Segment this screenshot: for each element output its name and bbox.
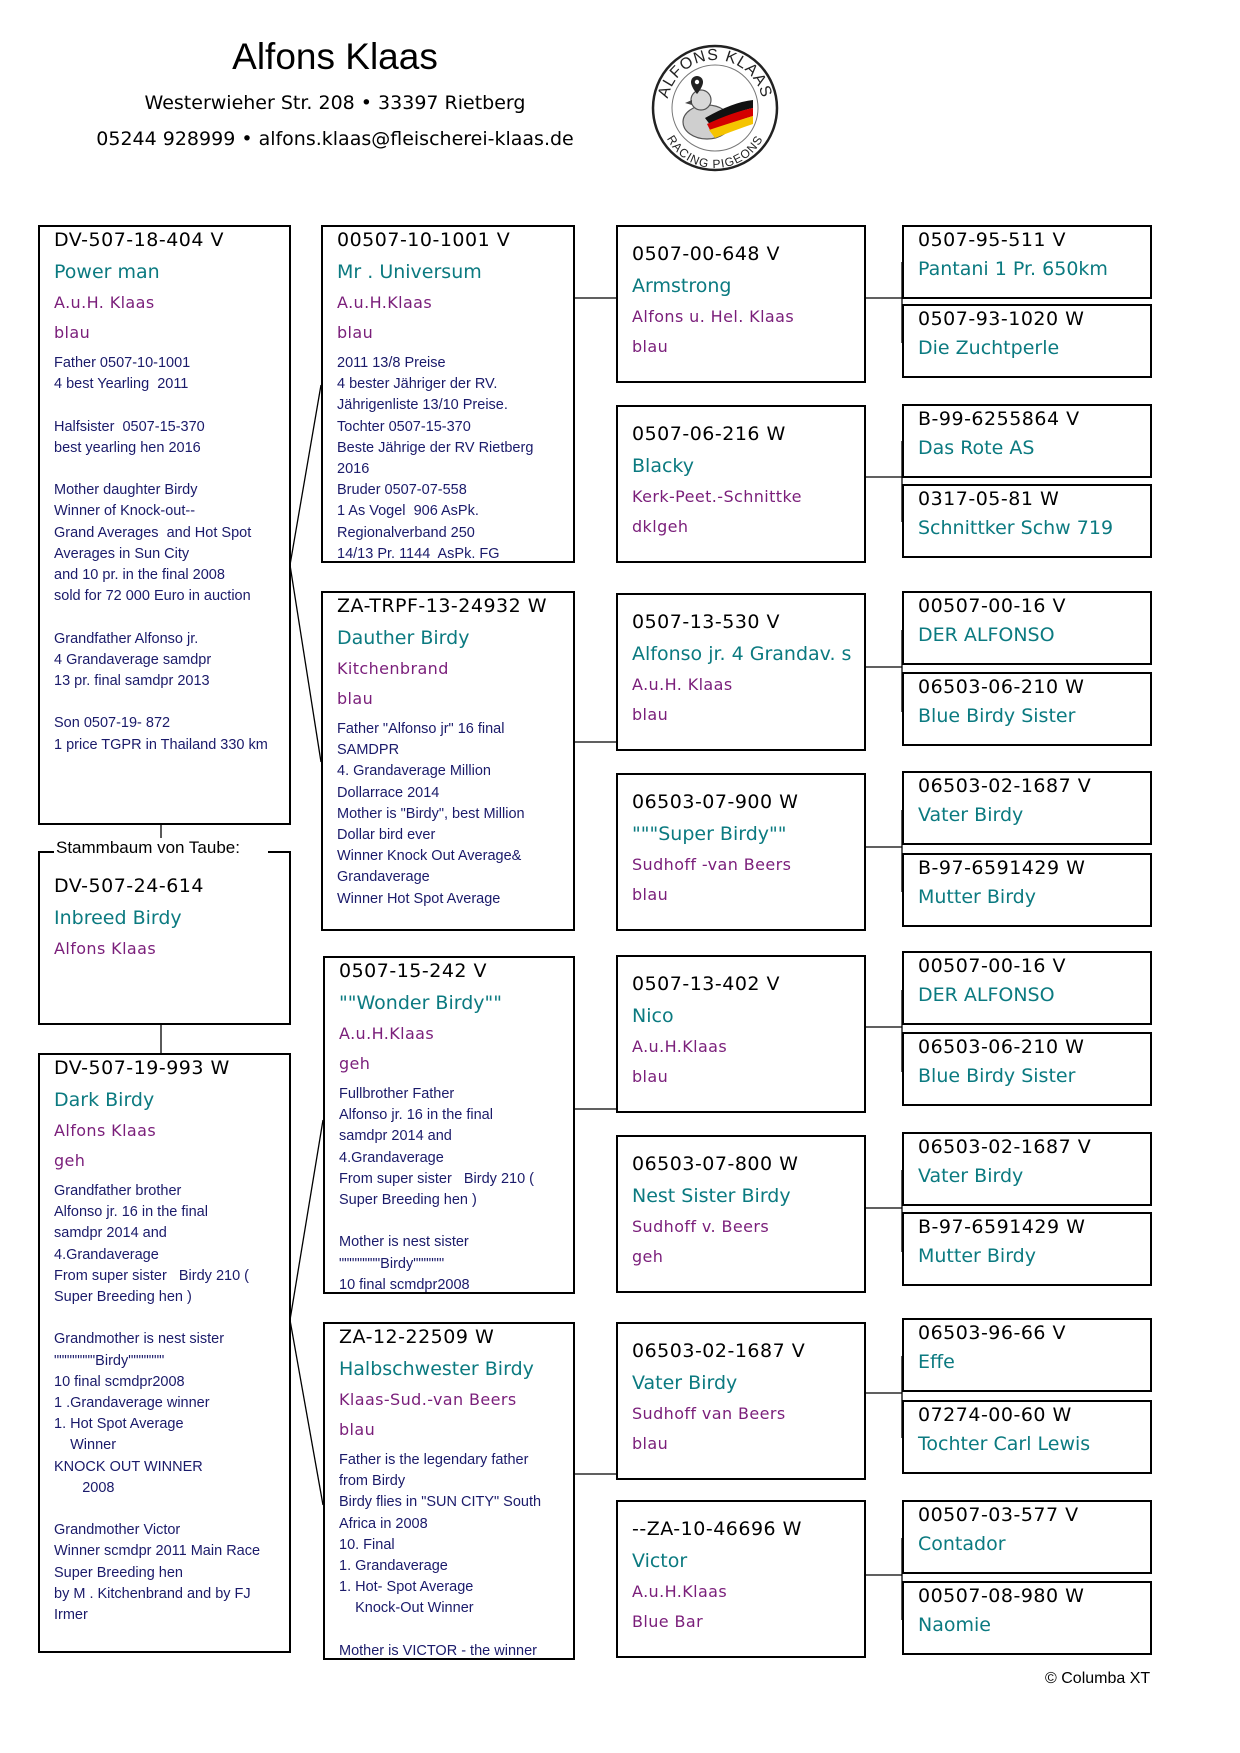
pigeon-name: Blacky [632, 455, 694, 477]
ring-number: 00507-00-16 V [918, 595, 1067, 617]
great-grandparent-card [616, 773, 866, 931]
father-card [38, 225, 291, 825]
ring-number: 00507-08-980 W [918, 1585, 1085, 1607]
great-grandparent-card [616, 1322, 866, 1480]
color: blau [337, 689, 374, 708]
pigeon-name: Mutter Birdy [918, 1245, 1036, 1267]
breeder: A.u.H.Klaas [337, 293, 433, 312]
ring-number: 0507-93-1020 W [918, 308, 1085, 330]
great-great-grandparent-card [902, 484, 1152, 558]
pigeon-name: DER ALFONSO [918, 624, 1055, 646]
color: blau [632, 337, 669, 356]
ring-number: 06503-06-210 W [918, 1036, 1085, 1058]
pigeon-name: Das Rote AS [918, 437, 1035, 459]
color: blau [54, 323, 91, 342]
breeder: Sudhoff van Beers [632, 1404, 786, 1423]
svg-text:RACING PIGEONS: RACING PIGEONS [664, 132, 766, 172]
notes: 2011 13/8 Preise 4 bester Jähriger der RV. Jährigenliste 13/10 Preise. Tochter 0507-15-370 Beste Jährige der RV Rietberg 2016 Bruder 0507-07-558 1 As Vogel 906 AsPk. Regionalverband 250 14/13 Pr. 1144 AsPk. FG [337, 355, 534, 562]
color: blau [632, 1067, 669, 1086]
ring-number: 06503-07-800 W [632, 1153, 799, 1175]
ring-number: B-97-6591429 W [918, 857, 1086, 879]
great-great-grandparent-card [902, 1032, 1152, 1106]
ring-number: ZA-12-22509 W [339, 1326, 495, 1348]
great-great-grandparent-card [902, 771, 1152, 845]
pigeon-name: Power man [54, 261, 160, 283]
pigeon-name: Pantani 1 Pr. 650km [918, 258, 1108, 280]
copyright: © Columba XT [1045, 1670, 1151, 1687]
color: blau [339, 1420, 376, 1439]
pigeon-name: Alfonso jr. 4 Grandav. s [632, 643, 852, 665]
breeder-address: Westerwieher Str. 208 • 33397 Rietberg [144, 92, 526, 114]
subject-card [38, 851, 291, 1025]
color: geh [339, 1054, 371, 1073]
color: blau [632, 705, 669, 724]
pigeon-name: Effe [918, 1351, 955, 1373]
great-grandparent-card [616, 1135, 866, 1293]
pedigree-title: Stammbaum von Taube: [54, 838, 268, 858]
ring-number: 0507-13-530 V [632, 611, 781, 633]
great-great-grandparent-card [902, 1500, 1152, 1574]
great-grandparent-card [616, 405, 866, 563]
great-grandparent-card [616, 1500, 866, 1658]
great-great-grandparent-card [902, 1400, 1152, 1474]
great-great-grandparent-card [902, 404, 1152, 478]
ring-number: 06503-02-1687 V [632, 1340, 806, 1362]
breeder: Alfons Klaas [54, 1121, 157, 1140]
breeder: A.u.H. Klaas [632, 675, 733, 694]
ring-number: 00507-10-1001 V [337, 229, 511, 251]
notes: Father is the legendary father from Birdy Birdy flies in "SUN CITY" South Africa in 2008 10. Final 1. Grandaverage 1. Hot- Spot Average Knock-Out Winner Mother is VICTOR - the winner [339, 1452, 542, 1659]
great-great-grandparent-card [902, 1132, 1152, 1206]
ring-number: 0507-00-648 V [632, 243, 781, 265]
breeder: Kitchenbrand [337, 659, 449, 678]
pigeon-name: Dark Birdy [54, 1089, 155, 1111]
grandparent-card [323, 956, 575, 1294]
breeder-name: Alfons Klaas [232, 36, 438, 77]
pigeon-name: Contador [918, 1533, 1006, 1555]
pigeon-name: Tochter Carl Lewis [918, 1433, 1091, 1455]
notes: Grandfather brother Alfonso jr. 16 in the final samdpr 2014 and 4.Grandaverage From super sister Birdy 210 ( Super Breeding hen ) Grandmother is nest sister """"""""Birdy""""""" 10 final scmdpr2008 1 .Grandaverage winner 1. Hot Spot Average Winner KNOCK OUT WINNER 2008 Grandmother Victor Winner scmdpr 2011 Main Race Super Breeding hen by M . Kitchenbrand and by FJ Irmer [54, 1183, 261, 1624]
notes: Father "Alfonso jr" 16 final SAMDPR 4. Grandaverage Million Dollarrace 2014 Mother is "Birdy", best Million Dollar bird ever Winner Knock Out Average& Grandaverage Winner Hot Spot Average [337, 721, 525, 907]
pigeon-name: Vater Birdy [918, 804, 1024, 826]
ring-number: 0317-05-81 W [918, 488, 1060, 510]
notes: Father 0507-10-1001 4 best Yearling 2011 Halfsister 0507-15-370 best yearling hen 2016 Mother daughter Birdy Winner of Knock-out-- Grand Averages and Hot Spot Averages in Sun City and 10 pr. in the final 2008 sold for 72 000 Euro in auction Grandfather Alfonso jr. 4 Grandaverage samdpr 13 pr. final samdpr 2013 Son 0507-19- 872 1 price TGPR in Thailand 330 km [54, 355, 268, 753]
ring-number: 0507-95-511 V [918, 229, 1067, 251]
pigeon-name: Blue Birdy Sister [918, 1065, 1076, 1087]
breeder: Alfons u. Hel. Klaas [632, 307, 795, 326]
grandparent-card [323, 1322, 575, 1660]
svg-text:ALFONS KLAAS: ALFONS KLAAS [655, 46, 775, 100]
ring-number: --ZA-10-46696 W [632, 1518, 802, 1540]
great-great-grandparent-card [902, 304, 1152, 378]
great-great-grandparent-card [902, 225, 1152, 299]
great-great-grandparent-card [902, 1212, 1152, 1286]
ring-number: 06503-07-900 W [632, 791, 799, 813]
pigeon-name: Nico [632, 1005, 674, 1027]
grandparent-card [321, 591, 575, 931]
ring-number: ZA-TRPF-13-24932 W [337, 595, 548, 617]
breeder: Kerk-Peet.-Schnittke [632, 487, 802, 506]
ring-number: 0507-13-402 V [632, 973, 781, 995]
great-great-grandparent-card [902, 672, 1152, 746]
ring-number: 07274-00-60 W [918, 1404, 1072, 1426]
color: blau [632, 1434, 669, 1453]
great-great-grandparent-card [902, 1581, 1152, 1655]
breeder: Sudhoff v. Beers [632, 1217, 770, 1236]
color: Blue Bar [632, 1612, 704, 1631]
pigeon-name: Dauther Birdy [337, 627, 470, 649]
ring-number: 0507-15-242 V [339, 960, 488, 982]
great-grandparent-card [616, 593, 866, 751]
mother-card [38, 1053, 291, 1653]
color: geh [632, 1247, 664, 1266]
ring-number: 06503-06-210 W [918, 676, 1085, 698]
great-great-grandparent-card [902, 591, 1152, 665]
breeder: A.u.H.Klaas [632, 1037, 728, 1056]
breeder: A.u.H.Klaas [339, 1024, 435, 1043]
ring-number: 06503-02-1687 V [918, 1136, 1092, 1158]
pigeon-name: Inbreed Birdy [54, 907, 182, 929]
great-great-grandparent-card [902, 853, 1152, 927]
great-great-grandparent-card [902, 1318, 1152, 1392]
breeder: Klaas-Sud.-van Beers [339, 1390, 517, 1409]
ring-number: 00507-03-577 V [918, 1504, 1079, 1526]
color: dklgeh [632, 517, 689, 536]
pigeon-name: Victor [632, 1550, 688, 1572]
pigeon-name: Mutter Birdy [918, 886, 1036, 908]
ring-number: 00507-00-16 V [918, 955, 1067, 977]
great-grandparent-card [616, 955, 866, 1113]
breeder-contact: 05244 928999 • alfons.klaas@fleischerei-klaas.de [96, 128, 574, 150]
pigeon-name: Mr . Universum [337, 261, 482, 283]
pigeon-name: Vater Birdy [632, 1372, 738, 1394]
breeder: Alfons Klaas [54, 939, 157, 958]
ring-number: DV-507-18-404 V [54, 229, 224, 251]
pigeon-name: Nest Sister Birdy [632, 1185, 791, 1207]
pigeon-name: DER ALFONSO [918, 984, 1055, 1006]
notes: Fullbrother Father Alfonso jr. 16 in the final samdpr 2014 and 4.Grandaverage From super sister Birdy 210 ( Super Breeding hen ) Mother is nest sister """"""""Birdy"""""" 10 final scmdpr2008 [339, 1086, 534, 1293]
pigeon-name: Die Zuchtperle [918, 337, 1060, 359]
pigeon-name: Armstrong [632, 275, 732, 297]
ring-number: 06503-96-66 V [918, 1322, 1067, 1344]
pigeon-name: ""Wonder Birdy"" [339, 992, 502, 1014]
color: blau [337, 323, 374, 342]
ring-number: B-99-6255864 V [918, 408, 1080, 430]
color: blau [632, 885, 669, 904]
ring-number: 0507-06-216 W [632, 423, 786, 445]
pigeon-name: Schnittker Schw 719 [918, 517, 1114, 539]
pigeon-name: Halbschwester Birdy [339, 1358, 534, 1380]
pigeon-name: Blue Birdy Sister [918, 705, 1076, 727]
breeder: A.u.H.Klaas [632, 1582, 728, 1601]
pigeon-name: Vater Birdy [918, 1165, 1024, 1187]
ring-number: DV-507-19-993 W [54, 1057, 230, 1079]
pigeon-name: Naomie [918, 1614, 991, 1636]
grandparent-card [321, 225, 575, 563]
color: geh [54, 1151, 86, 1170]
great-great-grandparent-card [902, 951, 1152, 1025]
pigeon-name: """Super Birdy"" [632, 823, 787, 845]
ring-number: DV-507-24-614 [54, 875, 204, 897]
ring-number: 06503-02-1687 V [918, 775, 1092, 797]
ring-number: B-97-6591429 W [918, 1216, 1086, 1238]
breeder: Sudhoff -van Beers [632, 855, 792, 874]
great-grandparent-card [616, 225, 866, 383]
breeder: A.u.H. Klaas [54, 293, 155, 312]
